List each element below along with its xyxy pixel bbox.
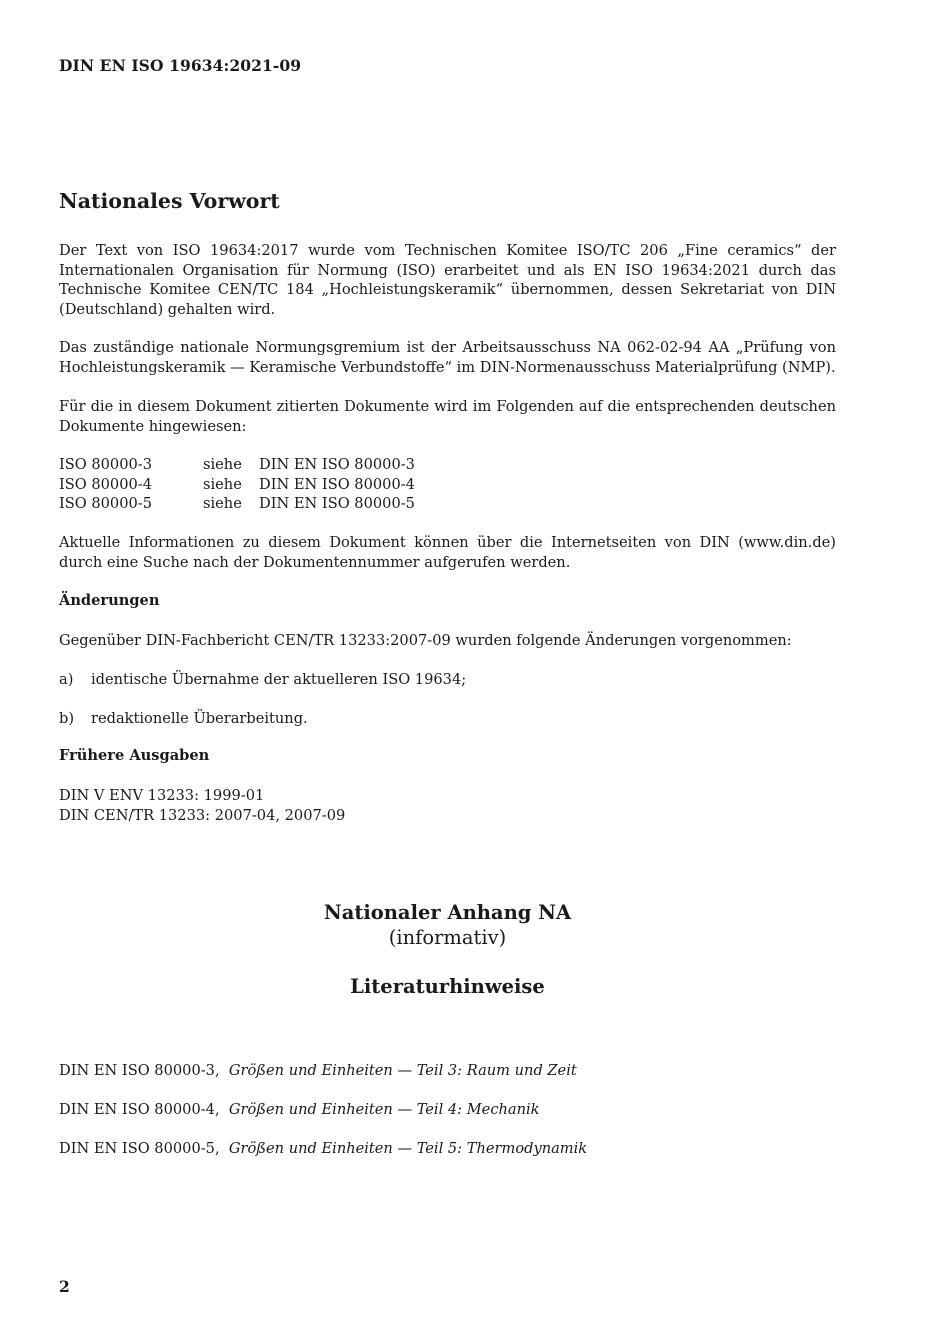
- previous-edition-line: DIN V ENV 13233: 1999-01: [59, 787, 265, 804]
- list-item: [59, 709, 308, 729]
- bibliography-ref: DIN EN ISO 80000-4,: [59, 1101, 225, 1118]
- bibliography-ref: DIN EN ISO 80000-3,: [59, 1062, 225, 1079]
- bibliography-entry: [59, 1139, 587, 1159]
- list-text: redaktionelle Überarbeitung.: [91, 710, 308, 727]
- reference-iso: ISO 80000-5: [59, 495, 153, 512]
- annex-title: Nationaler Anhang NA: [323, 901, 572, 924]
- list-text: identische Übernahme der aktuelleren ISO 19634;: [91, 671, 467, 688]
- bibliography-title: Literaturhinweise: [350, 975, 545, 998]
- reference-row: [59, 494, 415, 514]
- reference-din: DIN EN ISO 80000-4: [259, 475, 415, 493]
- foreword-paragraph-1: Der Text von ISO 19634:2017 wurde vom Technischen Komitee ISO/TC 206 „Fine ceramics“ der Internationalen Organisation für Normung (ISO) erarbeitet und als EN ISO 19634:2021 durch das Technische Komitee CEN/TC 184 „Hochleistungskeramik“ übernommen, dessen Sekretariat von DIN (Deutschland) gehalten wird.: [59, 242, 836, 318]
- reference-iso: ISO 80000-4: [59, 475, 153, 493]
- changes-intro: Gegenüber DIN-Fachbericht CEN/TR 13233:2007-09 wurden folgende Änderungen vorgenommen:: [59, 632, 792, 649]
- previous-editions-heading: Frühere Ausgaben: [59, 747, 210, 764]
- foreword-paragraph-4: Aktuelle Informationen zu diesem Dokument können über die Internetseiten von DIN (www.din.de) durch eine Suche nach der Dokumentennummer aufgerufen werden.: [59, 534, 836, 571]
- bibliography-ref-title: Größen und Einheiten — Teil 3: Raum und Zeit: [228, 1062, 577, 1079]
- foreword-paragraph-3: Für die in diesem Dokument zitierten Dokumente wird im Folgenden auf die entsprechenden deutschen Dokumente hingewiesen:: [59, 398, 836, 435]
- reference-din: DIN EN ISO 80000-3: [259, 456, 415, 473]
- page-number: 2: [59, 1277, 70, 1296]
- foreword-paragraph-2: Das zuständige nationale Normungsgremium ist der Arbeitsausschuss NA 062-02-94 AA „Prüfung von Hochleistungskeramik — Keramische Verbundstoffe“ im DIN-Normenausschuss Materialprüfung (NMP).: [59, 339, 836, 376]
- bibliography-entry: [59, 1061, 577, 1081]
- document-page: [59, 0, 836, 1343]
- reference-table: [59, 455, 415, 514]
- reference-row: [59, 475, 415, 495]
- annex-subtitle: (informativ): [388, 926, 507, 949]
- reference-relation: siehe: [203, 475, 242, 493]
- bibliography-entry: [59, 1100, 540, 1120]
- list-marker: a): [59, 671, 74, 688]
- bibliography-ref-title: Größen und Einheiten — Teil 5: Thermodynamik: [228, 1140, 588, 1157]
- reference-iso: ISO 80000-3: [59, 456, 153, 473]
- changes-heading: Änderungen: [59, 592, 160, 609]
- previous-editions-list: [59, 786, 345, 825]
- list-marker: b): [59, 710, 75, 727]
- list-item: [59, 670, 466, 690]
- foreword-title: Nationales Vorwort: [59, 189, 280, 213]
- previous-edition-line: DIN CEN/TR 13233: 2007-04, 2007-09: [59, 806, 346, 824]
- reference-din: DIN EN ISO 80000-5: [259, 495, 415, 512]
- bibliography-ref-title: Größen und Einheiten — Teil 4: Mechanik: [228, 1101, 540, 1118]
- bibliography-ref: DIN EN ISO 80000-5,: [59, 1140, 225, 1157]
- reference-row: [59, 455, 415, 475]
- reference-relation: siehe: [203, 456, 242, 473]
- document-id-header: DIN EN ISO 19634:2021-09: [59, 56, 302, 75]
- reference-relation: siehe: [203, 495, 242, 512]
